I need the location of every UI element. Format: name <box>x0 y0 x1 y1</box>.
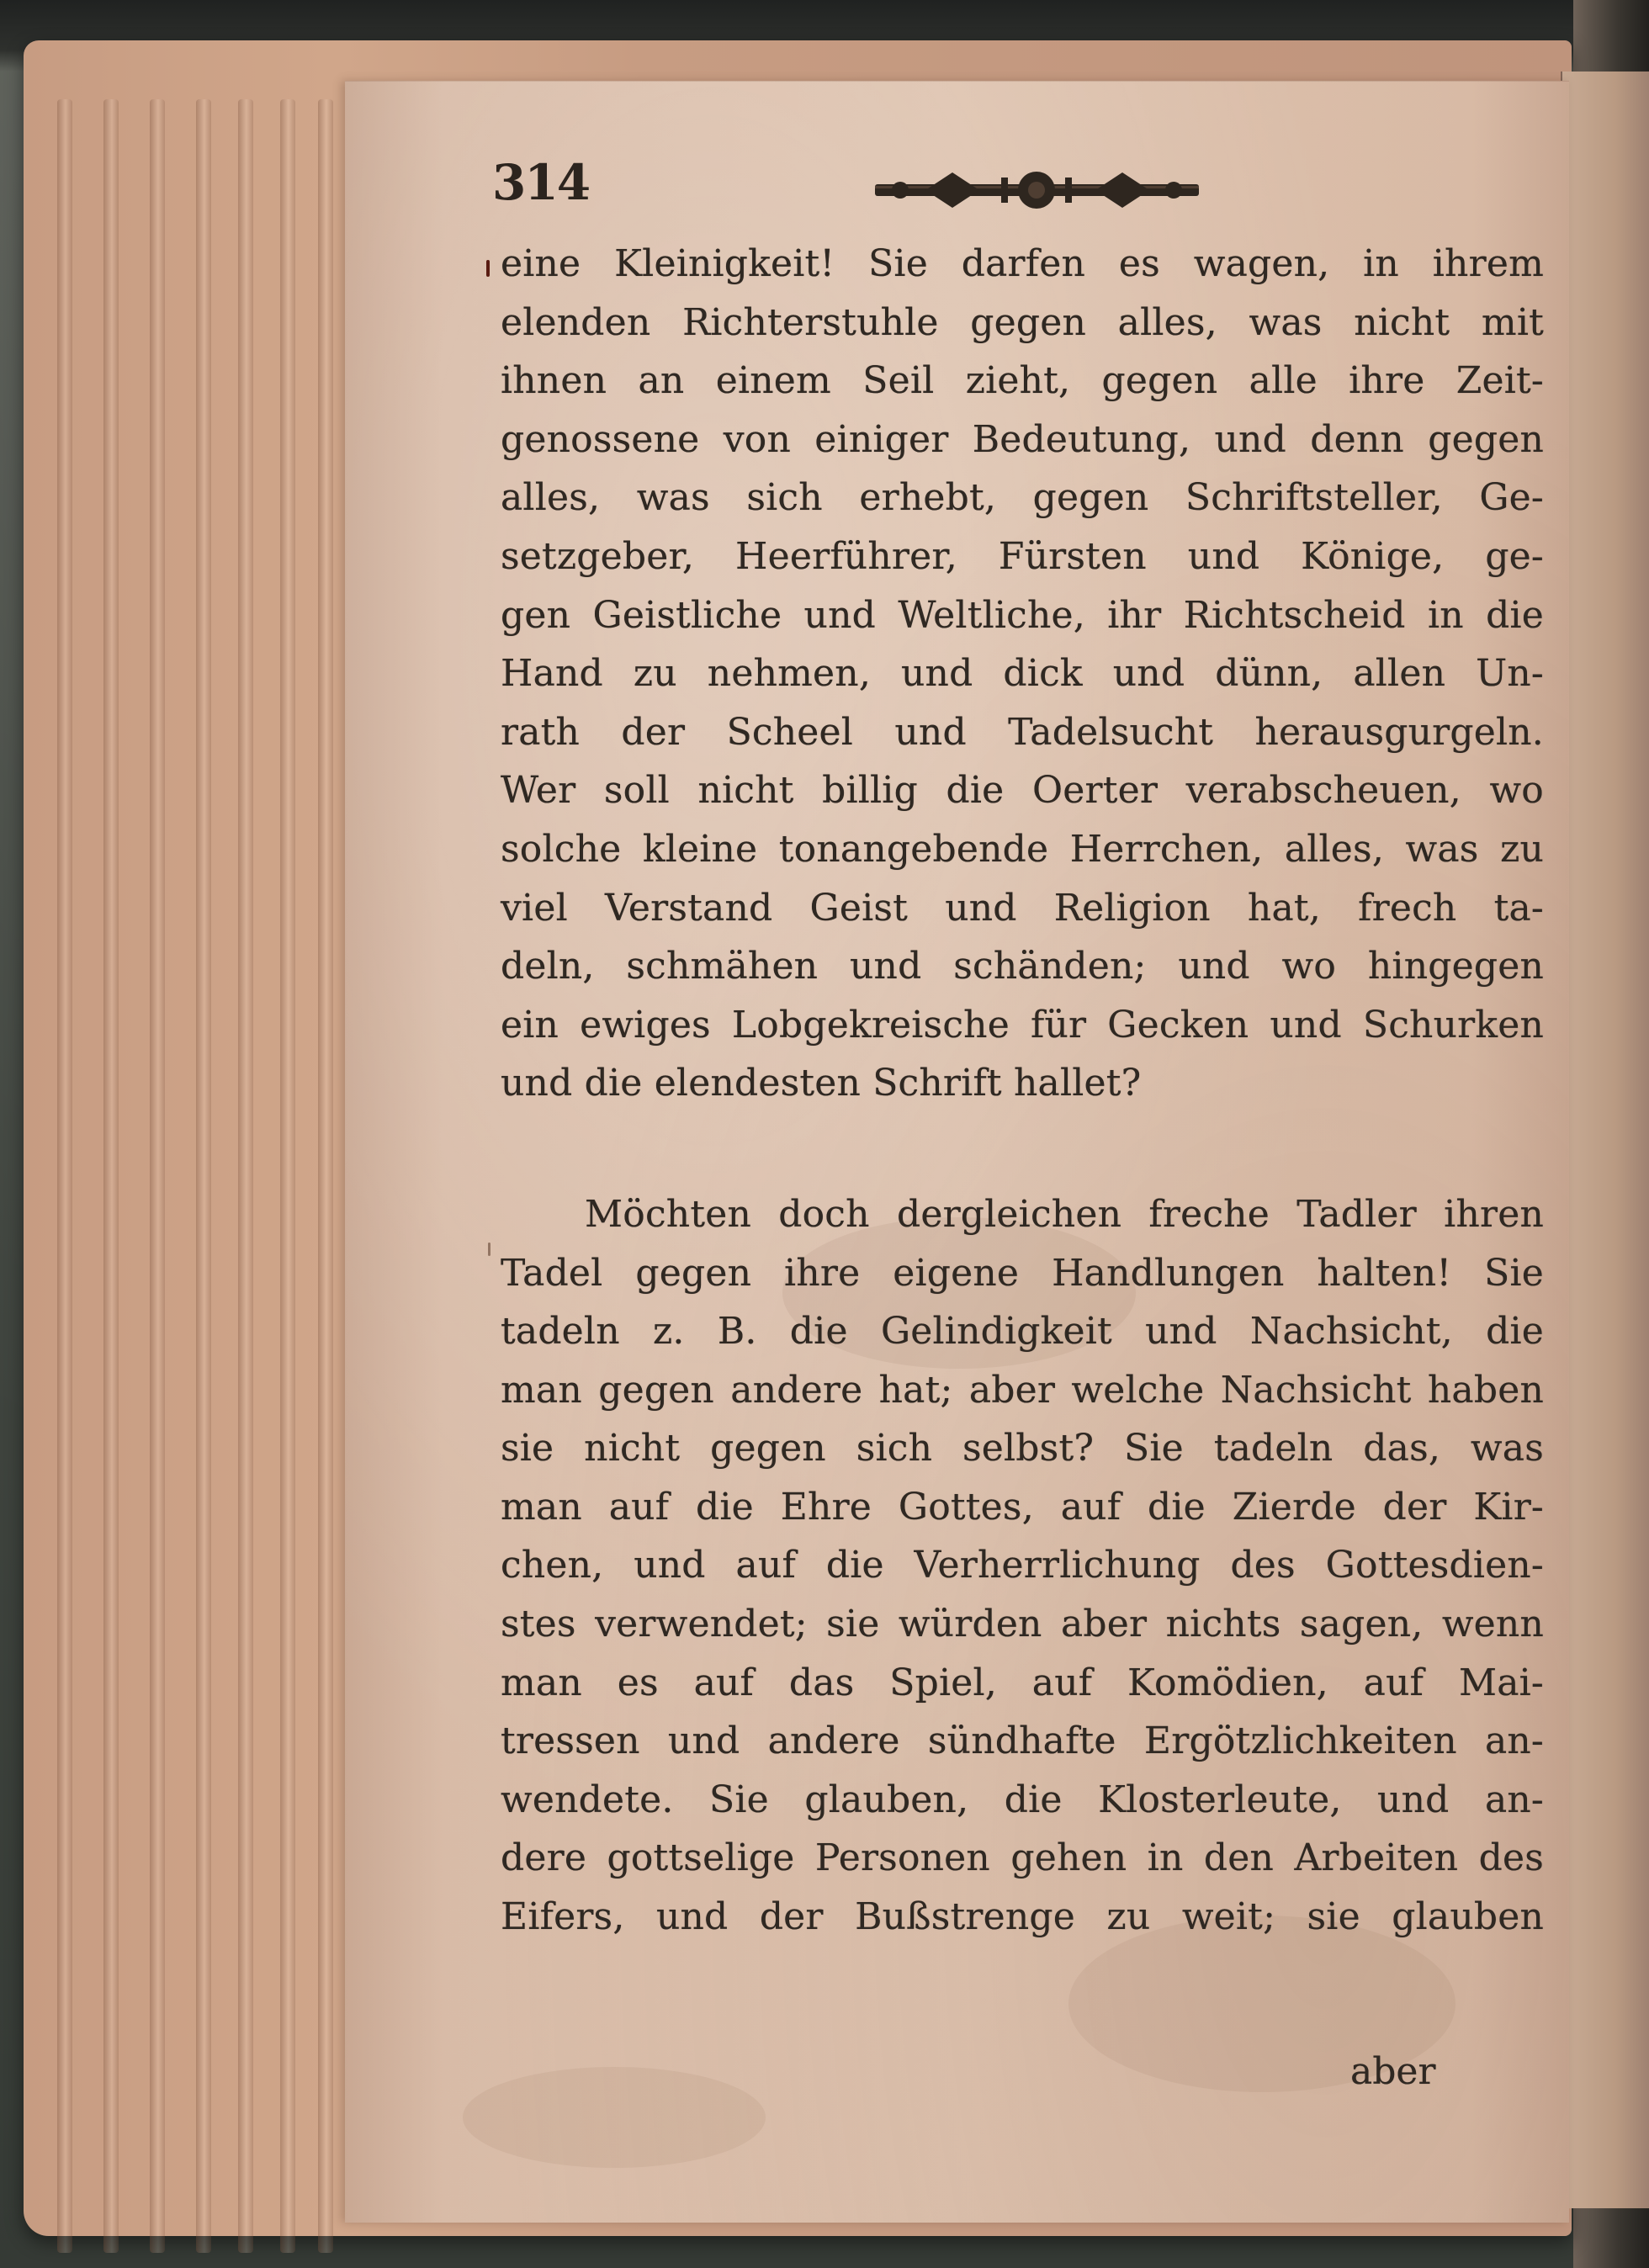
text-line: stes verwendet; sie würden aber nichts sagen, wenn <box>501 1603 1544 1646</box>
margin-ink-mark <box>488 1243 490 1256</box>
text-line: eine Kleinigkeit! Sie darfen es wagen, in ihrem <box>501 242 1544 285</box>
text-line: elenden Richterstuhle gegen alles, was nicht mit <box>501 300 1544 344</box>
page-header <box>492 154 1519 234</box>
facing-page-edge <box>1561 72 1649 2208</box>
text-line: setzgeber, Heerführer, Fürsten und Könige, ge- <box>501 534 1544 578</box>
text-line: ein ewiges Lobgekreische für Gecken und Schurken <box>501 1003 1544 1047</box>
text-line: man gegen andere hat; aber welche Nachsicht haben <box>501 1368 1544 1412</box>
text-line: und die elendesten Schrift hallet? <box>501 1062 1142 1105</box>
page-edge-stripe <box>150 99 165 2253</box>
text-line: viel Verstand Geist und Religion hat, frech ta- <box>501 886 1544 930</box>
text-line: Tadel gegen ihre eigene Handlungen halten! Sie <box>501 1251 1544 1295</box>
text-line: tressen und andere sündhafte Ergötzlichkeiten an- <box>501 1720 1544 1763</box>
page-content-area <box>345 82 1569 2223</box>
text-line: deln, schmähen und schänden; und wo hingegen <box>501 945 1544 988</box>
page-edge-stripe <box>238 99 253 2253</box>
text-line: solche kleine tonangebende Herrchen, alles, was zu <box>501 827 1544 871</box>
page-edge-stripe <box>103 99 119 2253</box>
paragraph-gap <box>501 1113 1544 1185</box>
text-line: sie nicht gegen sich selbst? Sie tadeln das, was <box>501 1427 1544 1470</box>
margin-ink-mark <box>486 260 490 277</box>
text-line: ihnen an einem Seil zieht, gegen alle ihre Zeit- <box>501 359 1544 403</box>
page-edge-stripe <box>57 99 72 2253</box>
book-page <box>345 81 1569 2223</box>
text-line: rath der Scheel und Tadelsucht herausgurgeln. <box>501 710 1544 754</box>
text-line: man es auf das Spiel, auf Komödien, auf Mai- <box>501 1661 1544 1704</box>
text-line: dere gottselige Personen gehen in den Arbeiten des <box>501 1836 1544 1880</box>
text-line: man auf die Ehre Gottes, auf die Zierde der Kir- <box>501 1485 1544 1529</box>
text-line: tadeln z. B. die Gelindigkeit und Nachsicht, die <box>501 1310 1544 1354</box>
catchword: aber <box>1350 2050 1436 2093</box>
page-edge-stripe <box>318 99 333 2253</box>
page-edge-stripe <box>280 99 295 2253</box>
page-edge-stripe <box>196 99 211 2253</box>
text-line: genossene von einiger Bedeutung, und denn gegen <box>501 417 1544 461</box>
paragraph-2 <box>501 1185 1544 1947</box>
paper-stain <box>463 2067 766 2168</box>
text-line: alles, was sich erhebt, gegen Schriftsteller, Ge- <box>501 476 1544 520</box>
text-line: Möchten doch dergleichen freche Tadler ihren <box>585 1192 1544 1236</box>
text-line: gen Geistliche und Weltliche, ihr Richtscheid in die <box>501 593 1544 637</box>
text-line: Wer soll nicht billig die Oerter verabscheuen, wo <box>501 769 1544 813</box>
header-ornament-icon <box>875 169 1199 211</box>
text-line: Hand zu nehmen, und dick und dünn, allen Un- <box>501 652 1544 696</box>
page-number: 314 <box>492 154 590 211</box>
paragraph-1 <box>501 235 1544 1113</box>
body-text <box>501 235 1544 1947</box>
text-line: chen, und auf die Verherrlichung des Gottesdien- <box>501 1544 1544 1587</box>
text-line: wendete. Sie glauben, die Klosterleute, und an- <box>501 1778 1544 1821</box>
text-line: Eifers, und der Bußstrenge zu weit; sie glauben <box>501 1895 1544 1939</box>
